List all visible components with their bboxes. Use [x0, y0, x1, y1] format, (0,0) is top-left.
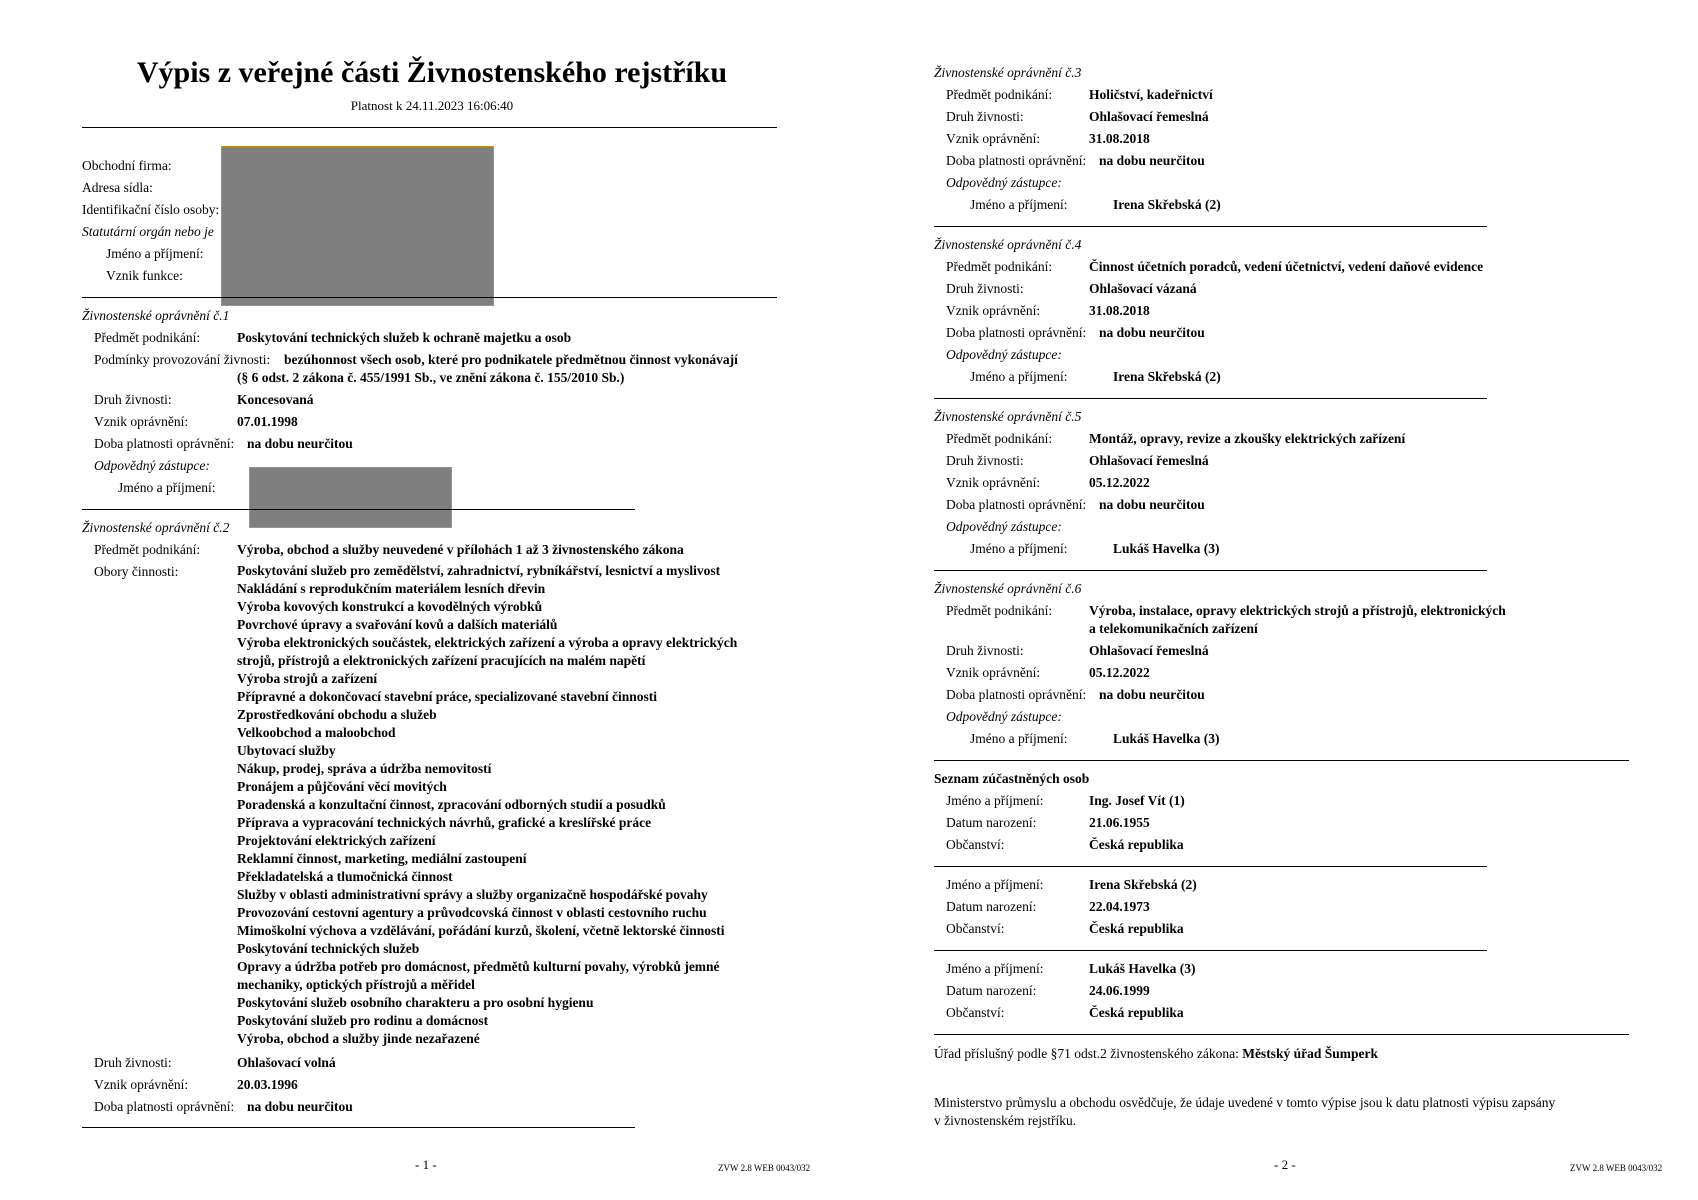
osoby-heading: Seznam zúčastněných osob	[934, 771, 1090, 786]
op1-podminky: bezúhonnost všech osob, které pro podnikatele předmětnou činnost vykonávají	[284, 352, 738, 367]
op2-obor-item: Poskytování služeb osobního charakteru a pro osobní hygienu	[237, 995, 594, 1010]
op2-obor-item: Služby v oblasti administrativní správy a služby organizačně hospodářské povahy	[237, 887, 708, 902]
op4-heading: Živnostenské oprávnění č.4	[934, 237, 1082, 252]
op1-jmeno-label: Jméno a příjmení:	[118, 480, 216, 495]
osoba-jmeno-label: Jméno a příjmení:	[946, 793, 1044, 808]
op2-vznik: 20.03.1996	[237, 1077, 298, 1092]
op2-obor-item: Provozování cestovní agentury a průvodcovská činnost v oblasti cestovního ruchu	[237, 905, 707, 920]
osoba-datum: 21.06.1955	[1089, 815, 1150, 830]
op6-jmeno-label: Jméno a příjmení:	[970, 731, 1068, 746]
op2-obor-item: Poradenská a konzultační činnost, zpracování odborných studií a posudků	[237, 797, 666, 812]
op3-doba-label: Doba platnosti oprávnění:	[946, 153, 1087, 168]
op2-obor-item: Výroba, obchod a služby jinde nezařazené	[237, 1031, 480, 1046]
op1-podminky-cont: (§ 6 odst. 2 zákona č. 455/1991 Sb., ve znění zákona č. 155/2010 Sb.)	[237, 370, 625, 385]
urad-value: Městský úřad Šumperk	[1242, 1046, 1378, 1061]
osoba-obcanstvi: Česká republika	[1089, 921, 1184, 936]
op5-predmet: Montáž, opravy, revize a zkoušky elektrických zařízení	[1089, 431, 1406, 446]
op2-obor-item: Poskytování služeb pro rodinu a domácnost	[237, 1013, 489, 1028]
op5-doba: na dobu neurčitou	[1099, 497, 1205, 512]
op2-obory-label: Obory činnosti:	[94, 564, 179, 579]
op2-obor-item: Přípravné a dokončovací stavební práce, specializované stavební činnosti	[237, 689, 657, 704]
op6-jmeno: Lukáš Havelka (3)	[1113, 731, 1220, 746]
company-ico-label: Identifikační číslo osoby:	[82, 202, 220, 217]
op3-predmet-label: Předmět podnikání:	[946, 87, 1053, 102]
op4-predmet: Činnost účetních poradců, vedení účetnictví, vedení daňové evidence	[1089, 259, 1484, 274]
osoba-datum-label: Datum narození:	[946, 815, 1037, 830]
op3-jmeno-label: Jméno a příjmení:	[970, 197, 1068, 212]
op1-heading: Živnostenské oprávnění č.1	[82, 308, 230, 323]
osoba-datum-label: Datum narození:	[946, 899, 1037, 914]
op4-zastupce-label: Odpovědný zástupce:	[946, 347, 1062, 362]
op6-vznik-label: Vznik oprávnění:	[946, 665, 1041, 680]
osoba-jmeno-label: Jméno a příjmení:	[946, 877, 1044, 892]
op6-predmet: Výroba, instalace, opravy elektrických strojů a přístrojů, elektronických	[1089, 603, 1506, 618]
op3-heading: Živnostenské oprávnění č.3	[934, 65, 1082, 80]
redaction-block	[249, 467, 452, 528]
op1-druh: Koncesovaná	[237, 392, 314, 407]
op1-predmet-label: Předmět podnikání:	[94, 330, 201, 345]
divider	[82, 1127, 635, 1128]
op2-obor-item: Příprava a vypracování technických návrhů, grafické a kreslířské práce	[237, 815, 652, 830]
op4-doba: na dobu neurčitou	[1099, 325, 1205, 340]
divider	[934, 398, 1487, 399]
osoba-obcanstvi-label: Občanství:	[946, 837, 1005, 852]
op5-heading: Živnostenské oprávnění č.5	[934, 409, 1082, 424]
divider	[82, 509, 635, 510]
op5-zastupce-label: Odpovědný zástupce:	[946, 519, 1062, 534]
op6-doba: na dobu neurčitou	[1099, 687, 1205, 702]
op2-obor-item: Ubytovací služby	[237, 743, 336, 758]
op2-obor-item: Poskytování technických služeb	[237, 941, 420, 956]
op2-doba-label: Doba platnosti oprávnění:	[94, 1099, 235, 1114]
op2-heading: Živnostenské oprávnění č.2	[82, 520, 230, 535]
certification-text-cont: v živnostenském rejstříku.	[934, 1113, 1077, 1128]
osoba-jmeno: Ing. Josef Vít (1)	[1089, 793, 1185, 808]
op2-predmet-label: Předmět podnikání:	[94, 542, 201, 557]
divider	[934, 570, 1487, 571]
op2-obor-item: Mimoškolní výchova a vzdělávání, pořádání kurzů, školení, včetně lektorské činnosti	[237, 923, 725, 938]
op5-druh: Ohlašovací řemeslná	[1089, 453, 1209, 468]
osoba-datum-label: Datum narození:	[946, 983, 1037, 998]
footer-code: ZVW 2.8 WEB 0043/032	[718, 1163, 811, 1173]
op1-zastupce-label: Odpovědný zástupce:	[94, 458, 210, 473]
op3-zastupce-label: Odpovědný zástupce:	[946, 175, 1062, 190]
op6-predmet-cont: a telekomunikačních zařízení	[1089, 621, 1258, 636]
op5-doba-label: Doba platnosti oprávnění:	[946, 497, 1087, 512]
op2-obor-item: Nákup, prodej, správa a údržba nemovitostí	[237, 761, 492, 776]
op5-vznik: 05.12.2022	[1089, 475, 1150, 490]
op4-predmet-label: Předmět podnikání:	[946, 259, 1053, 274]
op3-predmet: Holičství, kadeřnictví	[1089, 87, 1213, 102]
urad-label: Úřad příslušný podle §71 odst.2 živnostenského zákona:	[934, 1046, 1239, 1061]
op2-obor-item: Poskytování služeb pro zemědělství, zahradnictví, rybníkářství, lesnictví a myslivost	[237, 563, 721, 578]
op2-vznik-label: Vznik oprávnění:	[94, 1077, 189, 1092]
osoba-obcanstvi-label: Občanství:	[946, 921, 1005, 936]
op2-obor-item: strojů, přístrojů a elektronických zařízení pracujících na malém napětí	[237, 653, 646, 668]
op2-obor-item: Výroba kovových konstrukcí a kovodělných výrobků	[237, 599, 543, 614]
op1-predmet: Poskytování technických služeb k ochraně majetku a osob	[237, 330, 572, 345]
op4-vznik-label: Vznik oprávnění:	[946, 303, 1041, 318]
op3-druh-label: Druh živnosti:	[946, 109, 1024, 124]
op5-vznik-label: Vznik oprávnění:	[946, 475, 1041, 490]
op4-druh-label: Druh živnosti:	[946, 281, 1024, 296]
op4-vznik: 31.08.2018	[1089, 303, 1150, 318]
divider	[934, 950, 1487, 951]
certification-text: Ministerstvo průmyslu a obchodu osvědčuje, že údaje uvedené v tomto výpise jsou k datu platnosti výpisu zapsány	[934, 1095, 1556, 1110]
op4-druh: Ohlašovací vázaná	[1089, 281, 1197, 296]
op2-doba: na dobu neurčitou	[247, 1099, 353, 1114]
divider	[934, 226, 1487, 227]
op6-druh-label: Druh živnosti:	[946, 643, 1024, 658]
page-number: - 2 -	[1274, 1157, 1296, 1172]
op3-doba: na dobu neurčitou	[1099, 153, 1205, 168]
op6-druh: Ohlašovací řemeslná	[1089, 643, 1209, 658]
redaction-block	[221, 146, 494, 306]
op6-doba-label: Doba platnosti oprávnění:	[946, 687, 1087, 702]
op5-jmeno-label: Jméno a příjmení:	[970, 541, 1068, 556]
osoba-jmeno-label: Jméno a příjmení:	[946, 961, 1044, 976]
op3-vznik: 31.08.2018	[1089, 131, 1150, 146]
osoba-jmeno: Irena Skřebská (2)	[1089, 877, 1197, 892]
company-statutar-label: Statutární orgán nebo je	[82, 224, 214, 239]
op3-jmeno: Irena Skřebská (2)	[1113, 197, 1221, 212]
op2-druh-label: Druh živnosti:	[94, 1055, 172, 1070]
company-vznik-funkce-label: Vznik funkce:	[106, 268, 183, 283]
op2-obor-item: Pronájem a půjčování věcí movitých	[237, 779, 447, 794]
op5-jmeno: Lukáš Havelka (3)	[1113, 541, 1220, 556]
op2-obory-list	[237, 562, 737, 1048]
osoba-datum: 24.06.1999	[1089, 983, 1150, 998]
op3-druh: Ohlašovací řemeslná	[1089, 109, 1209, 124]
osoba-jmeno: Lukáš Havelka (3)	[1089, 961, 1196, 976]
op2-obor-item: Výroba strojů a zařízení	[237, 671, 378, 686]
osoba-obcanstvi: Česká republika	[1089, 1005, 1184, 1020]
osoba-obcanstvi: Česká republika	[1089, 837, 1184, 852]
op2-obor-item: Projektování elektrických zařízení	[237, 833, 436, 848]
op2-obor-item: Výroba elektronických součástek, elektrických zařízení a výroba a opravy elektrických	[237, 635, 738, 650]
divider	[934, 760, 1629, 761]
op2-obor-item: Opravy a údržba potřeb pro domácnost, předmětů kulturní povahy, výrobků jemné	[237, 959, 720, 974]
op2-predmet: Výroba, obchod a služby neuvedené v přílohách 1 až 3 živnostenského zákona	[237, 542, 684, 557]
op2-obor-item: mechaniky, optických přístrojů a měřidel	[237, 977, 475, 992]
op6-heading: Živnostenské oprávnění č.6	[934, 581, 1082, 596]
divider	[82, 127, 777, 128]
op1-vznik: 07.01.1998	[237, 414, 298, 429]
op1-druh-label: Druh živnosti:	[94, 392, 172, 407]
footer-code: ZVW 2.8 WEB 0043/032	[1570, 1163, 1663, 1173]
divider	[82, 297, 777, 298]
osoba-datum: 22.04.1973	[1089, 899, 1150, 914]
op5-predmet-label: Předmět podnikání:	[946, 431, 1053, 446]
op6-zastupce-label: Odpovědný zástupce:	[946, 709, 1062, 724]
op2-obor-item: Překladatelská a tlumočnická činnost	[237, 869, 453, 884]
op2-obor-item: Reklamní činnost, marketing, mediální zastoupení	[237, 851, 527, 866]
page-2	[849, 0, 1698, 1200]
op4-doba-label: Doba platnosti oprávnění:	[946, 325, 1087, 340]
op2-druh: Ohlašovací volná	[237, 1055, 336, 1070]
op1-doba-label: Doba platnosti oprávnění:	[94, 436, 235, 451]
op4-jmeno: Irena Skřebská (2)	[1113, 369, 1221, 384]
company-adresa-label: Adresa sídla:	[82, 180, 153, 195]
urad-line	[934, 1045, 1378, 1062]
op3-vznik-label: Vznik oprávnění:	[946, 131, 1041, 146]
op2-obor-item: Nakládání s reprodukčním materiálem lesních dřevin	[237, 581, 546, 596]
op5-druh-label: Druh živnosti:	[946, 453, 1024, 468]
company-jmeno-label: Jméno a příjmení:	[106, 246, 204, 261]
page-number: - 1 -	[415, 1157, 437, 1172]
op1-vznik-label: Vznik oprávnění:	[94, 414, 189, 429]
company-firma-label: Obchodní firma:	[82, 158, 172, 173]
op4-jmeno-label: Jméno a příjmení:	[970, 369, 1068, 384]
validity-date: Platnost k 24.11.2023 16:06:40	[350, 98, 514, 113]
osoba-obcanstvi-label: Občanství:	[946, 1005, 1005, 1020]
divider	[934, 866, 1487, 867]
op1-podminky-label: Podmínky provozování živnosti:	[94, 352, 271, 367]
op1-doba: na dobu neurčitou	[247, 436, 353, 451]
op2-obor-item: Velkoobchod a maloobchod	[237, 725, 396, 740]
op2-obor-item: Zprostředkování obchodu a služeb	[237, 707, 437, 722]
op6-predmet-label: Předmět podnikání:	[946, 603, 1053, 618]
op2-obor-item: Povrchové úpravy a svařování kovů a dalších materiálů	[237, 617, 558, 632]
document-title: Výpis z veřejné části Živnostenského rejstříku	[136, 56, 728, 89]
op6-vznik: 05.12.2022	[1089, 665, 1150, 680]
divider	[934, 1034, 1629, 1035]
